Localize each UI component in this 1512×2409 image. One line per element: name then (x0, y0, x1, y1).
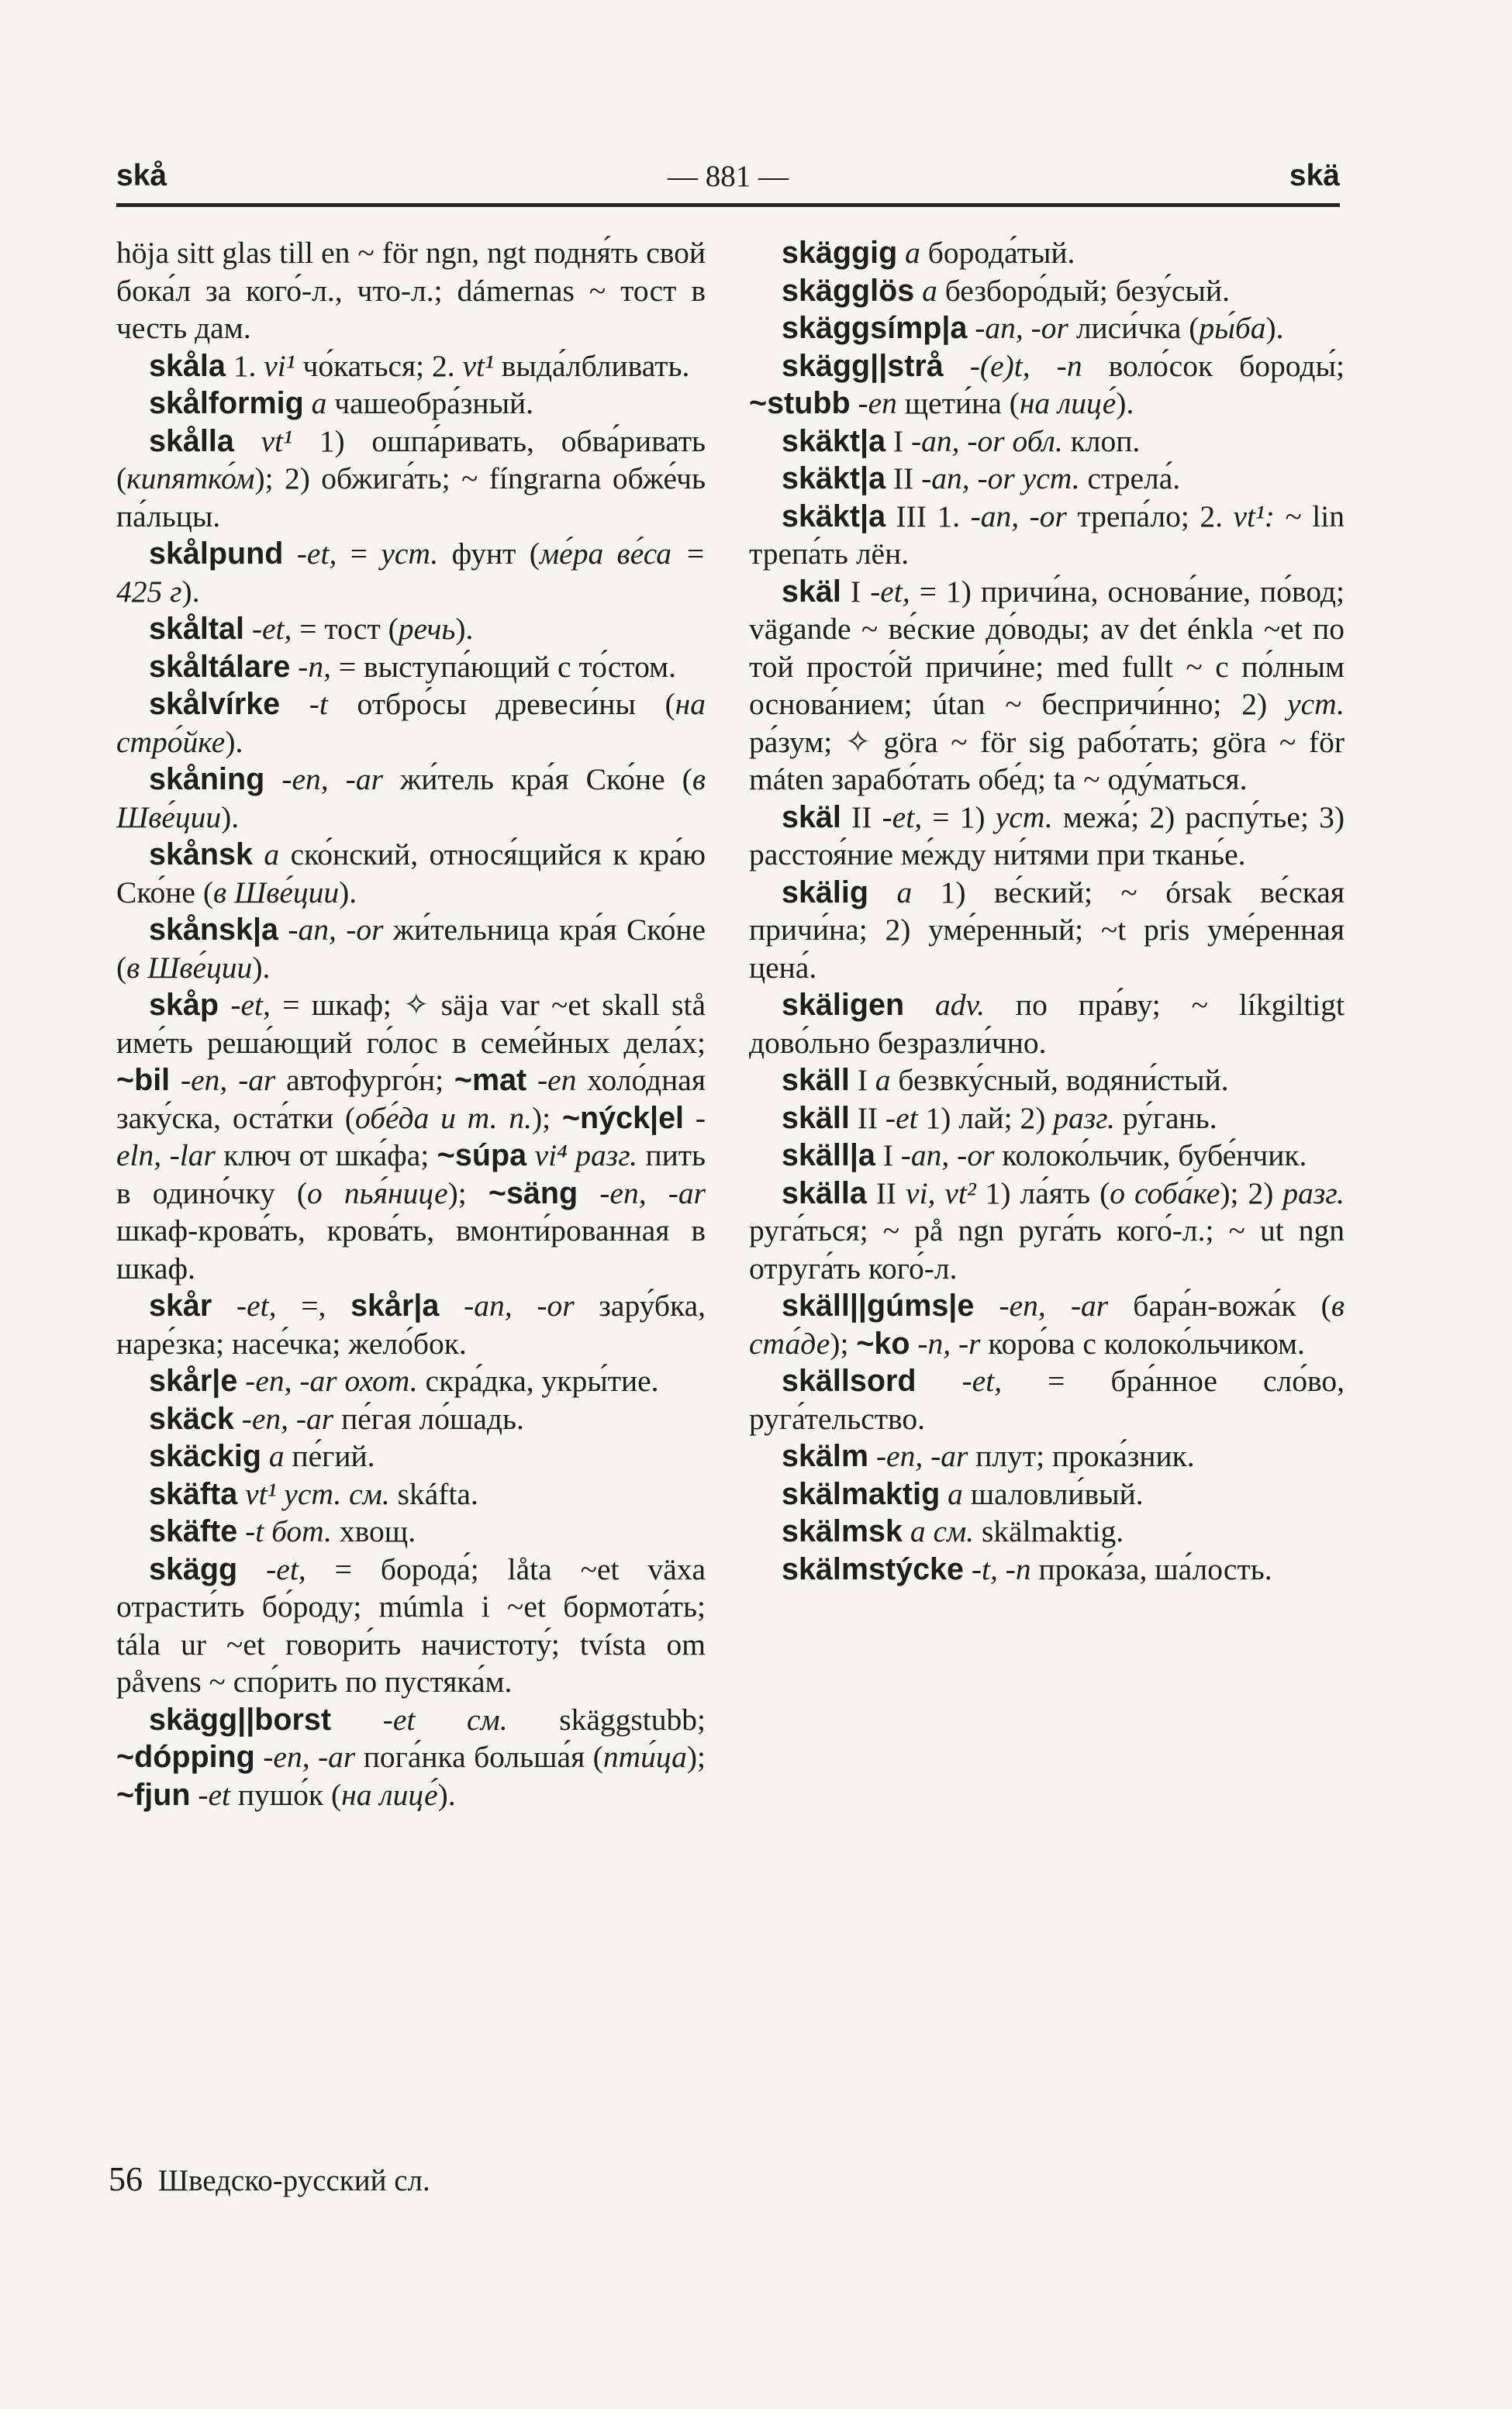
grammar-label: -en (537, 1063, 577, 1097)
dictionary-entry (116, 1400, 706, 1438)
entry-text: лиси́чка ( (1068, 311, 1200, 345)
grammar-label: речь (398, 612, 456, 646)
grammar-label: -en, -ar охот. (245, 1364, 418, 1398)
entry-text (940, 1477, 948, 1511)
grammar-label: a (264, 837, 280, 871)
entry-headword: skälla (782, 1175, 867, 1210)
entry-text (237, 1552, 266, 1586)
entry-headword: ~nýck|el (561, 1100, 685, 1135)
entry-headword: skålpund (149, 537, 284, 571)
grammar-label: a (905, 236, 920, 270)
entry-text: пить в одино́чку ( (116, 1138, 706, 1210)
grammar-label: vi, vt² (906, 1175, 976, 1210)
dictionary-entry (116, 1475, 706, 1513)
grammar-label: обе́да и т. п. (354, 1100, 532, 1135)
entry-text: = 1) (922, 799, 996, 834)
entry-text: = борода́; låta ~et växa отрасти́ть бо́роду; múmla i ~et бормота́ть; tála ur ~et говори́ть начистоту́; tvísta om påvens ~ спо́рить по пустяка́м. (116, 1551, 706, 1699)
grammar-label: -n, (298, 649, 331, 684)
entry-text: плут; прока́зник. (968, 1439, 1195, 1473)
grammar-label: уст. (1287, 687, 1345, 721)
grammar-label: ры́ба (1199, 311, 1266, 345)
dictionary-entry (116, 986, 706, 1287)
grammar-label: на лице́ (1019, 386, 1117, 420)
entry-text: = (337, 537, 381, 571)
grammar-label: -et, (266, 1551, 306, 1586)
entry-headword: skäll|a (782, 1138, 875, 1172)
grammar-label: -et, (870, 574, 910, 609)
grammar-label: -an, -or уст. (921, 461, 1080, 495)
entry-text: пушо́к ( (230, 1777, 342, 1812)
entry-text: колоко́льчик, бубе́нчик. (994, 1138, 1307, 1172)
dictionary-entry (116, 685, 706, 761)
entry-text: ). (225, 724, 243, 759)
entry-text (868, 875, 896, 909)
entry-text: скра́дка, укры́тие. (417, 1364, 659, 1398)
grammar-label: -et (885, 1100, 918, 1135)
entry-text: борода́тый. (920, 236, 1075, 270)
grammar-label: a (311, 386, 327, 420)
entry-headword: ~ko (856, 1326, 910, 1361)
entry-text: ). (1265, 311, 1284, 345)
grammar-label: a (875, 1063, 891, 1097)
dictionary-entry (749, 1175, 1345, 1288)
entry-text (964, 1552, 972, 1586)
dictionary-entry (116, 423, 706, 536)
entry-headword: skäfta (149, 1476, 238, 1511)
grammar-label: -et, (230, 988, 271, 1022)
entry-headword: skår (149, 1289, 212, 1323)
entry-headword: skägg||strå (782, 348, 944, 383)
entry-headword: skålformig (149, 386, 304, 420)
entry-text (261, 1439, 269, 1473)
dictionary-entry (116, 610, 706, 648)
entry-text (253, 837, 264, 871)
grammar-label: кипятко́м (126, 461, 255, 495)
entry-text: ). (437, 1777, 456, 1812)
page-number: — 881 — (668, 160, 789, 193)
grammar-label: уст. (995, 799, 1053, 834)
entry-headword: skäckig (149, 1439, 261, 1473)
entry-headword: skägg||borst (149, 1702, 332, 1737)
entry-text (851, 386, 858, 420)
dictionary-entry (116, 1362, 706, 1400)
dictionary-entry (749, 1475, 1345, 1513)
entry-text: чо́каться; 2. (295, 348, 463, 383)
entry-text: = 1) причи́на, основа́ние, по́вод; vägande ~ ве́ские до́воды; av det énkla ~et по той просто́й причи́не; med fullt ~ с по́лным основа́нием; útan ~ беспричи́нно; 2) (749, 574, 1345, 721)
dictionary-entry (749, 309, 1345, 347)
grammar-label: a см. (910, 1514, 975, 1548)
entry-headword: skäl (782, 799, 841, 834)
entry-text: стрела́. (1079, 461, 1181, 495)
right-running-headword: skä (1289, 159, 1340, 192)
dictionary-entry (749, 1137, 1345, 1175)
grammar-label: на стро́йке (116, 687, 706, 759)
entry-headword: ~súpa (437, 1138, 527, 1172)
grammar-label: -en (858, 386, 897, 420)
dictionary-entry (116, 761, 706, 836)
grammar-label: -en, -ar (281, 762, 383, 796)
entry-text (331, 1703, 383, 1737)
entry-text: шкаф-крова́ть, крова́ть, вмонти́рованная в шкаф. (116, 1213, 706, 1286)
grammar-label: -en, -ar (999, 1289, 1109, 1323)
entry-text: höja sitt glas till en ~ för ngn, ngt подня́ть свой бока́л за кого́-л., что-л.; dámernas ~ тост в честь дам. (116, 236, 706, 345)
entry-headword: skälm (782, 1439, 869, 1473)
entry-headword: skägg (149, 1551, 238, 1586)
entry-text: I (885, 423, 911, 458)
entry-text: безвку́сный, водяни́стый. (890, 1063, 1229, 1097)
entry-headword: skår|e (149, 1364, 238, 1398)
entry-text: холо́дная заку́ска, оста́тки ( (116, 1063, 706, 1135)
entry-text: ра́зум; ✧ göra ~ för sig рабо́тать; göra ~ för máten зарабо́тать обе́д; ta ~ оду́маться. (749, 724, 1345, 796)
grammar-label: vi¹ (264, 348, 295, 383)
entry-text: skäggstubb; (507, 1702, 706, 1737)
dictionary-entry (749, 573, 1345, 799)
entry-text: 1) ошпа́ривать, обва́ривать ( (116, 423, 706, 495)
entry-headword: skår|a (350, 1289, 440, 1323)
entry-text (904, 988, 935, 1022)
entry-headword: skåp (149, 988, 219, 1022)
entry-text: чашеобра́зный. (326, 386, 534, 420)
entry-text: прока́за, ша́лость. (1030, 1551, 1272, 1586)
entry-text: ); 2) обжига́ть; ~ fíngrarna обже́чь па́льцы. (116, 461, 706, 533)
entry-text: = бра́нное сло́во, руга́тельство. (749, 1364, 1345, 1436)
entry-text: ); 2) (1220, 1175, 1283, 1210)
grammar-label: vt¹ (462, 348, 494, 383)
signature-title: Шведско-русский сл. (157, 2164, 430, 2197)
entry-headword: skällsord (782, 1364, 917, 1398)
page-footer (109, 2159, 430, 2199)
entry-text: ). (181, 574, 200, 609)
grammar-label: уст. (381, 537, 439, 571)
entry-text (244, 612, 252, 646)
entry-text (234, 424, 261, 458)
entry-text: skälmaktig. (974, 1514, 1124, 1548)
entry-text: зару́бка, наре́зка; насе́чка; жело́бок. (116, 1289, 706, 1361)
entry-text (967, 311, 975, 345)
entry-text: ); (532, 1100, 562, 1135)
entry-text: фунт ( (438, 537, 540, 571)
entry-headword: skälmstýcke (782, 1551, 964, 1586)
dictionary-entry (116, 1551, 706, 1701)
entry-text: коро́ва с колоко́льчиком. (980, 1326, 1305, 1361)
entry-headword: skäkt|a (782, 499, 886, 533)
entry-text: ). (455, 612, 474, 646)
entry-text: щети́на ( (896, 386, 1020, 420)
entry-text (170, 1063, 181, 1097)
entry-headword: skånsk|a (149, 913, 278, 947)
entry-text: выда́лбливать. (493, 348, 690, 383)
entry-text: отбро́сы древеси́ны ( (327, 687, 675, 721)
entry-text: ). (339, 875, 357, 909)
grammar-label: -an, -or (975, 311, 1068, 345)
entry-text: безборо́дый; безу́сый. (937, 273, 1230, 308)
entry-headword: skäll (782, 1063, 850, 1097)
grammar-label: -et см. (382, 1702, 508, 1737)
entry-text: = выступа́ющий с то́стом. (330, 649, 676, 684)
entry-headword: skåltálare (149, 649, 291, 684)
dictionary-entry (116, 385, 706, 423)
dictionary-entry (116, 1701, 706, 1814)
dictionary-entry (116, 1437, 706, 1475)
dictionary-entry (749, 498, 1345, 573)
grammar-label: о пья́нице (307, 1175, 448, 1210)
entry-headword: ~stubb (749, 386, 851, 420)
entry-text: руга́ться; ~ på ngn руга́ть кого́-л.; ~ ut ngn отруга́ть кого́-л. (749, 1213, 1345, 1286)
grammar-label: в ста́де (749, 1289, 1345, 1361)
grammar-label: разг. (1053, 1100, 1115, 1135)
grammar-label: пти́ца (602, 1740, 687, 1774)
entry-text: = шкаф; ✧ säja var ~et skall stå име́ть реша́ющий го́лос в семе́йных дела́х; (116, 988, 706, 1060)
entry-headword: ~bil (116, 1063, 171, 1097)
grammar-label: в Шве́ции (212, 875, 340, 909)
grammar-label: -an, -or (288, 913, 384, 947)
grammar-label: -et (198, 1777, 230, 1812)
grammar-label: -et, (296, 537, 337, 571)
entry-text: жи́тельница кра́я Ско́не ( (116, 913, 706, 985)
entry-text (280, 687, 309, 721)
grammar-label: -et, (251, 612, 292, 646)
entry-headword: skäggig (782, 236, 898, 270)
grammar-label: -t бот. (245, 1514, 333, 1548)
entry-text: ~ lin трепа́ть лён. (749, 499, 1345, 571)
entry-text (439, 1289, 464, 1323)
entry-text (219, 988, 230, 1022)
left-running-headword: skå (116, 159, 167, 192)
entry-text: 1) ве́ский; ~ órsak ве́ская причи́на; 2) уме́ренный; ~t pris уме́ренная цена́. (749, 875, 1345, 985)
entry-text: трепа́ло; 2. (1066, 499, 1234, 533)
grammar-label: -eln, -lar (116, 1100, 706, 1172)
entry-text (897, 236, 905, 270)
left-column (116, 234, 706, 1814)
grammar-label: -an, -or обл. (910, 423, 1063, 458)
entry-text: ). (1116, 386, 1134, 420)
entry-headword: skälig (782, 875, 868, 909)
dictionary-entry (749, 799, 1345, 874)
dictionary-entry (116, 1287, 706, 1362)
dictionary-entry (749, 986, 1345, 1061)
dictionary-entry (749, 234, 1345, 272)
entry-headword: skäkt|a (782, 461, 886, 495)
dictionary-entry (749, 1099, 1345, 1137)
grammar-label: о соба́ке (1110, 1175, 1220, 1210)
entry-text: по пра́ву; ~ líkgiltigt дово́льно безразли́чно. (749, 988, 1345, 1060)
entry-text: =, (276, 1289, 351, 1323)
grammar-label: -an, -or (900, 1138, 995, 1172)
entry-text: ); (830, 1326, 857, 1361)
entry-text: II (885, 461, 922, 495)
entry-text: ). (252, 950, 271, 985)
entry-text (578, 1176, 599, 1210)
grammar-label: разг. (1282, 1175, 1345, 1210)
dictionary-entry (116, 648, 706, 686)
entry-headword: skäl (782, 574, 841, 609)
entry-text: ). (221, 799, 240, 834)
dictionary-entry (749, 1287, 1345, 1362)
grammar-label: -en, -ar (180, 1063, 276, 1097)
entry-text (868, 1439, 876, 1473)
entry-text (910, 1327, 917, 1361)
dictionary-entry (116, 347, 706, 385)
entry-headword: skäggsímp|a (782, 311, 968, 345)
entry-headword: skäligen (782, 988, 905, 1022)
entry-text: = тост ( (292, 612, 399, 646)
entry-text: межа́; 2) распу́тье; 3) расстоя́ние ме́жду ни́тями при ткань́е. (749, 799, 1345, 871)
entry-text (684, 1101, 696, 1135)
entry-text (526, 1063, 537, 1097)
dictionary-entry (116, 535, 706, 610)
entry-text (914, 274, 922, 308)
dictionary-entry (749, 1362, 1345, 1437)
entry-text: II (866, 1175, 906, 1210)
entry-headword: skåla (149, 348, 226, 383)
entry-text (304, 386, 312, 420)
entry-headword: ~fjun (116, 1777, 191, 1812)
entry-text: автофурго́н; (275, 1063, 454, 1097)
entry-text: ско́нский, относя́щийся к кра́ю Ско́не ( (116, 837, 706, 909)
entry-text: хвощ. (332, 1514, 416, 1548)
grammar-label: -an, -or (464, 1289, 575, 1323)
entry-text (237, 1477, 245, 1511)
dictionary-entry (116, 234, 706, 347)
grammar-label: -en, -ar (263, 1740, 356, 1774)
dictionary-entry (749, 1551, 1345, 1589)
dictionary-entry (749, 272, 1345, 310)
entry-text: пога́нка больша́я ( (355, 1740, 603, 1774)
entry-text: I (841, 574, 871, 609)
grammar-label: adv. (935, 988, 985, 1022)
entry-text: I (849, 1063, 875, 1097)
right-column (749, 234, 1345, 1588)
entry-text: бара́н-вожа́к ( (1108, 1289, 1331, 1323)
entry-headword: skälmsk (782, 1514, 903, 1548)
dictionary-entry (749, 1513, 1345, 1551)
entry-headword: skäkt|a (782, 423, 886, 458)
entry-text (944, 349, 970, 383)
entry-text: пе́гий. (284, 1439, 375, 1473)
entry-headword: ~säng (488, 1175, 578, 1210)
entry-text: шаловли́вый. (962, 1476, 1144, 1511)
entry-text: клоп. (1062, 423, 1141, 458)
header-rule (116, 203, 1340, 207)
entry-text (283, 537, 296, 571)
entry-text: ключ от шка́фа; (215, 1138, 437, 1172)
entry-headword: skåltal (149, 612, 244, 646)
entry-text: I (875, 1138, 901, 1172)
entry-headword: skäck (149, 1401, 234, 1436)
grammar-label: a (922, 273, 937, 308)
dictionary-entry (749, 1437, 1345, 1475)
grammar-label: a (948, 1476, 963, 1511)
entry-text (916, 1364, 961, 1398)
entry-text (903, 1514, 910, 1548)
entry-text (974, 1289, 999, 1323)
grammar-label: a (268, 1439, 285, 1473)
grammar-label: -en, -ar (875, 1439, 968, 1473)
dictionary-entry (749, 423, 1345, 461)
grammar-label: ме́ра ве́са = 425 г (116, 537, 706, 609)
entry-headword: ~dópping (116, 1740, 255, 1774)
grammar-label: vt¹ уст. см. (245, 1476, 390, 1511)
entry-text (212, 1289, 236, 1323)
entry-text: 1) лай; 2) (917, 1100, 1054, 1135)
entry-headword: skålla (149, 423, 234, 458)
grammar-label: в Шве́ции (116, 762, 706, 834)
entry-headword: skägglös (782, 273, 915, 308)
entry-text: ру́гань. (1114, 1100, 1217, 1135)
grammar-label: a (896, 875, 913, 909)
dictionary-entry (116, 1513, 706, 1551)
entry-text: пе́гая ло́шадь. (333, 1401, 524, 1436)
entry-text (237, 1364, 245, 1398)
entry-text: II (841, 799, 882, 834)
grammar-label: -et, (961, 1364, 1003, 1398)
dictionary-entry (749, 460, 1345, 498)
page-header (116, 159, 1340, 205)
entry-headword: skåning (149, 762, 265, 796)
grammar-label: vt¹: (1233, 499, 1275, 533)
grammar-label: -n, -r (917, 1326, 981, 1361)
entry-headword: skäfte (149, 1514, 238, 1548)
grammar-label: -en, -ar (241, 1401, 334, 1436)
entry-text: III 1. (885, 499, 971, 533)
entry-text (255, 1740, 263, 1774)
grammar-label: vi⁴ разг. (534, 1138, 637, 1172)
grammar-label: в Шве́ции (126, 950, 253, 985)
entry-text (264, 762, 281, 796)
dictionary-entry (116, 836, 706, 911)
dictionary-entry (749, 874, 1345, 987)
grammar-label: -t (309, 687, 328, 721)
entry-text: skáfta. (389, 1476, 478, 1511)
grammar-label: -an, -or (970, 499, 1067, 533)
entry-text: ); (686, 1740, 706, 1774)
dictionary-entry (749, 1061, 1345, 1099)
entry-text: II (849, 1100, 885, 1135)
entry-headword: skäll (782, 1100, 850, 1135)
entry-headword: skäll||gúms|e (782, 1289, 975, 1323)
entry-text (278, 913, 288, 947)
entry-text (234, 1402, 242, 1436)
entry-headword: skälmaktig (782, 1476, 941, 1511)
entry-text (526, 1138, 535, 1172)
grammar-label: -et, (236, 1289, 277, 1323)
grammar-label: -et, (882, 799, 923, 834)
grammar-label: vt¹ (261, 423, 292, 458)
entry-headword: skånsk (149, 837, 253, 871)
entry-text: 1) ла́ять ( (975, 1175, 1110, 1210)
grammar-label: -(e)t, -n (969, 348, 1082, 383)
entry-text: ); (447, 1175, 488, 1210)
dictionary-entry (116, 911, 706, 986)
entry-text: жи́тель кра́я Ско́не ( (382, 762, 692, 796)
entry-text (290, 650, 298, 684)
grammar-label: на лице́ (341, 1777, 438, 1812)
entry-headword: skålvírke (149, 687, 281, 721)
entry-text: 1. (225, 348, 264, 383)
signature-number: 56 (109, 2160, 143, 2198)
entry-text (237, 1514, 245, 1548)
entry-text (190, 1778, 198, 1812)
dictionary-entry (749, 347, 1345, 423)
grammar-label: -en, -ar (599, 1175, 706, 1210)
grammar-label: -t, -n (971, 1551, 1031, 1586)
entry-text: воло́сок бороды́; (1082, 348, 1345, 383)
entry-headword: ~mat (454, 1063, 527, 1097)
